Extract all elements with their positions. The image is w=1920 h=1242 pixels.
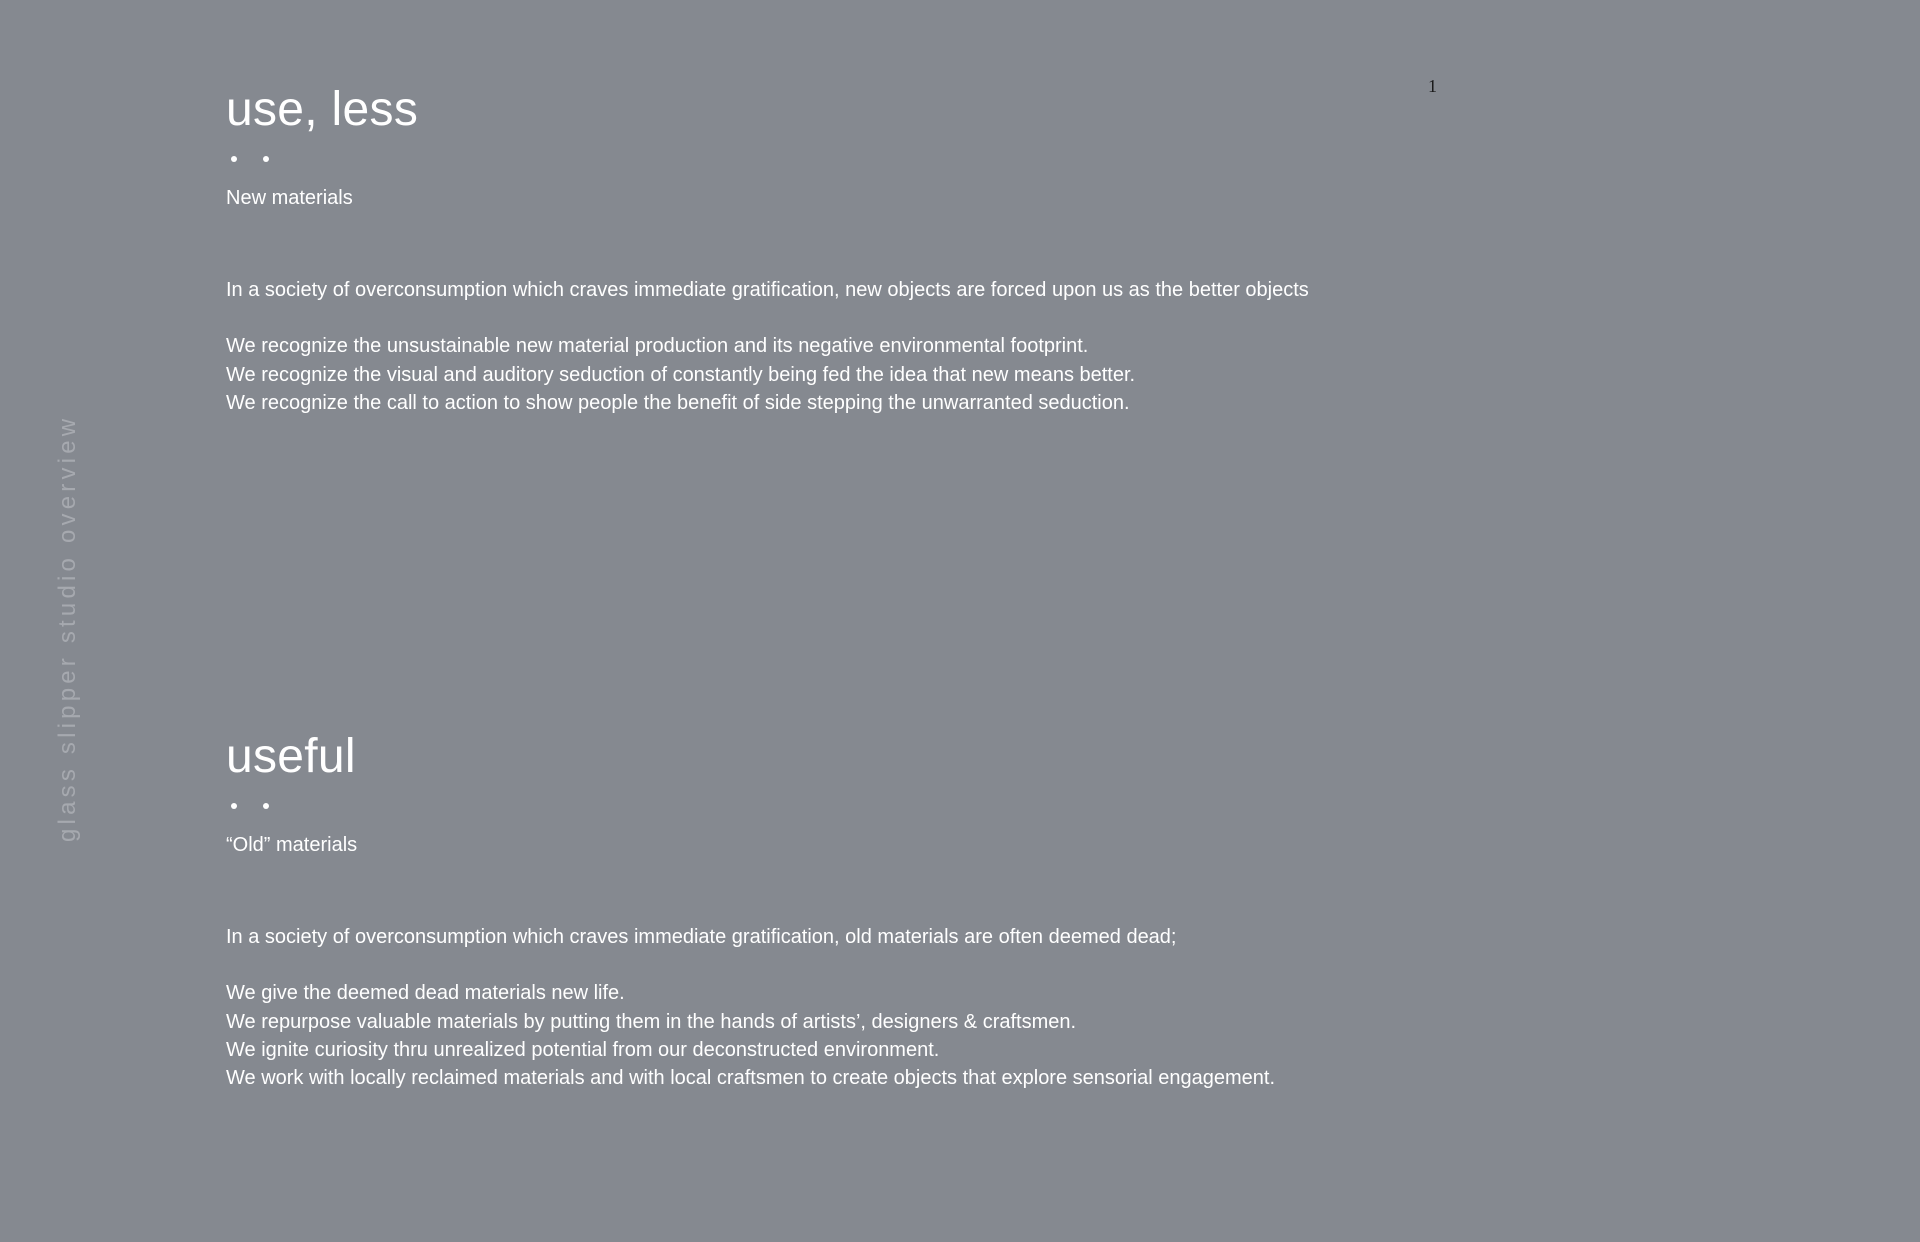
statement-line: We repurpose valuable materials by putting them in the hands of artists’, designers & craftsmen. <box>226 1010 1077 1033</box>
statement-line: We give the deemed dead materials new life. <box>226 982 625 1005</box>
section-subtitle: “Old” materials <box>226 834 358 856</box>
intro-paragraph: In a society of overconsumption which craves immediate gratification, old materials are often deemed dead; <box>226 926 1177 948</box>
statement-list <box>226 979 1626 1092</box>
statement-line: We recognize the visual and auditory seduction of constantly being fed the idea that new means better. <box>226 363 1136 386</box>
dot-icon <box>263 803 269 809</box>
statement-line: We work with locally reclaimed materials and with local craftsmen to create objects that explore sensorial engagement. <box>226 1067 1276 1090</box>
section-use-less <box>226 80 1626 417</box>
page-number: 1 <box>1428 76 1437 96</box>
statement-list <box>226 332 1626 417</box>
sidebar-vertical-label: glass slipper studio overview <box>54 414 81 842</box>
dot-divider <box>226 146 1626 170</box>
section-title: useful <box>226 730 356 783</box>
intro-paragraph: In a society of overconsumption which craves immediate gratification, new objects are forced upon us as the better objects <box>226 279 1309 301</box>
section-useful <box>226 727 1626 1092</box>
statement-line: We recognize the call to action to show people the benefit of side stepping the unwarranted seduction. <box>226 391 1130 414</box>
dot-icon <box>263 156 269 162</box>
dot-icon <box>231 803 237 809</box>
dot-divider <box>226 793 1626 817</box>
statement-line: We ignite curiosity thru unrealized potential from our deconstructed environment. <box>226 1038 940 1061</box>
section-title: use, less <box>226 83 419 136</box>
section-subtitle: New materials <box>226 187 353 209</box>
dot-icon <box>231 156 237 162</box>
statement-line: We recognize the unsustainable new material production and its negative environmental footprint. <box>226 335 1089 358</box>
